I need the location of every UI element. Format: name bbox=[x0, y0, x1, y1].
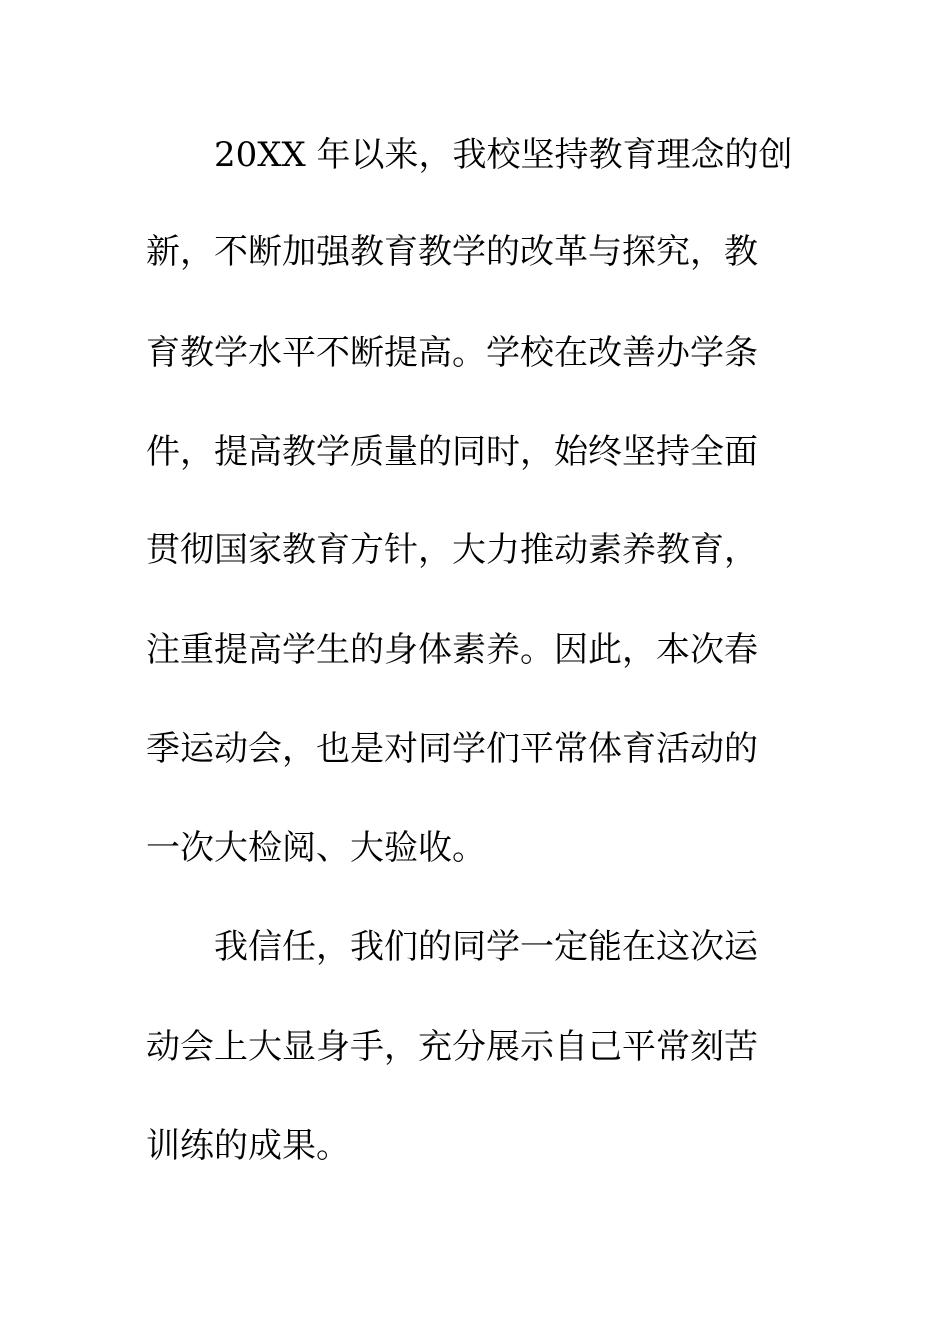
paragraph-2-line-2: 动会上大显身手，充分展示自己平常刻苦 bbox=[146, 1027, 758, 1067]
paragraph-1-line-6: 注重提高学生的身体素养。因此，本次春 bbox=[146, 630, 758, 670]
paragraph-1-line-7: 季运动会，也是对同学们平常体育活动的 bbox=[146, 729, 758, 769]
paragraph-1-line-5: 贯彻国家教育方针，大力推动素养教育， bbox=[146, 530, 758, 570]
paragraph-1-line-4: 件，提高教学质量的同时，始终坚持全面 bbox=[146, 432, 758, 472]
paragraph-2-line-1: 我信任，我们的同学一定能在这次运 bbox=[214, 927, 758, 967]
paragraph-1-line-1: 20XX 年以来，我校坚持教育理念的创 bbox=[214, 135, 793, 175]
paragraph-1-line-8: 一次大检阅、大验收。 bbox=[146, 828, 486, 868]
paragraph-1-line-3: 育教学水平不断提高。学校在改善办学条 bbox=[146, 333, 758, 373]
paragraph-1-line-2: 新，不断加强教育教学的改革与探究，教 bbox=[146, 232, 758, 272]
paragraph-2-line-3: 训练的成果。 bbox=[146, 1126, 350, 1166]
